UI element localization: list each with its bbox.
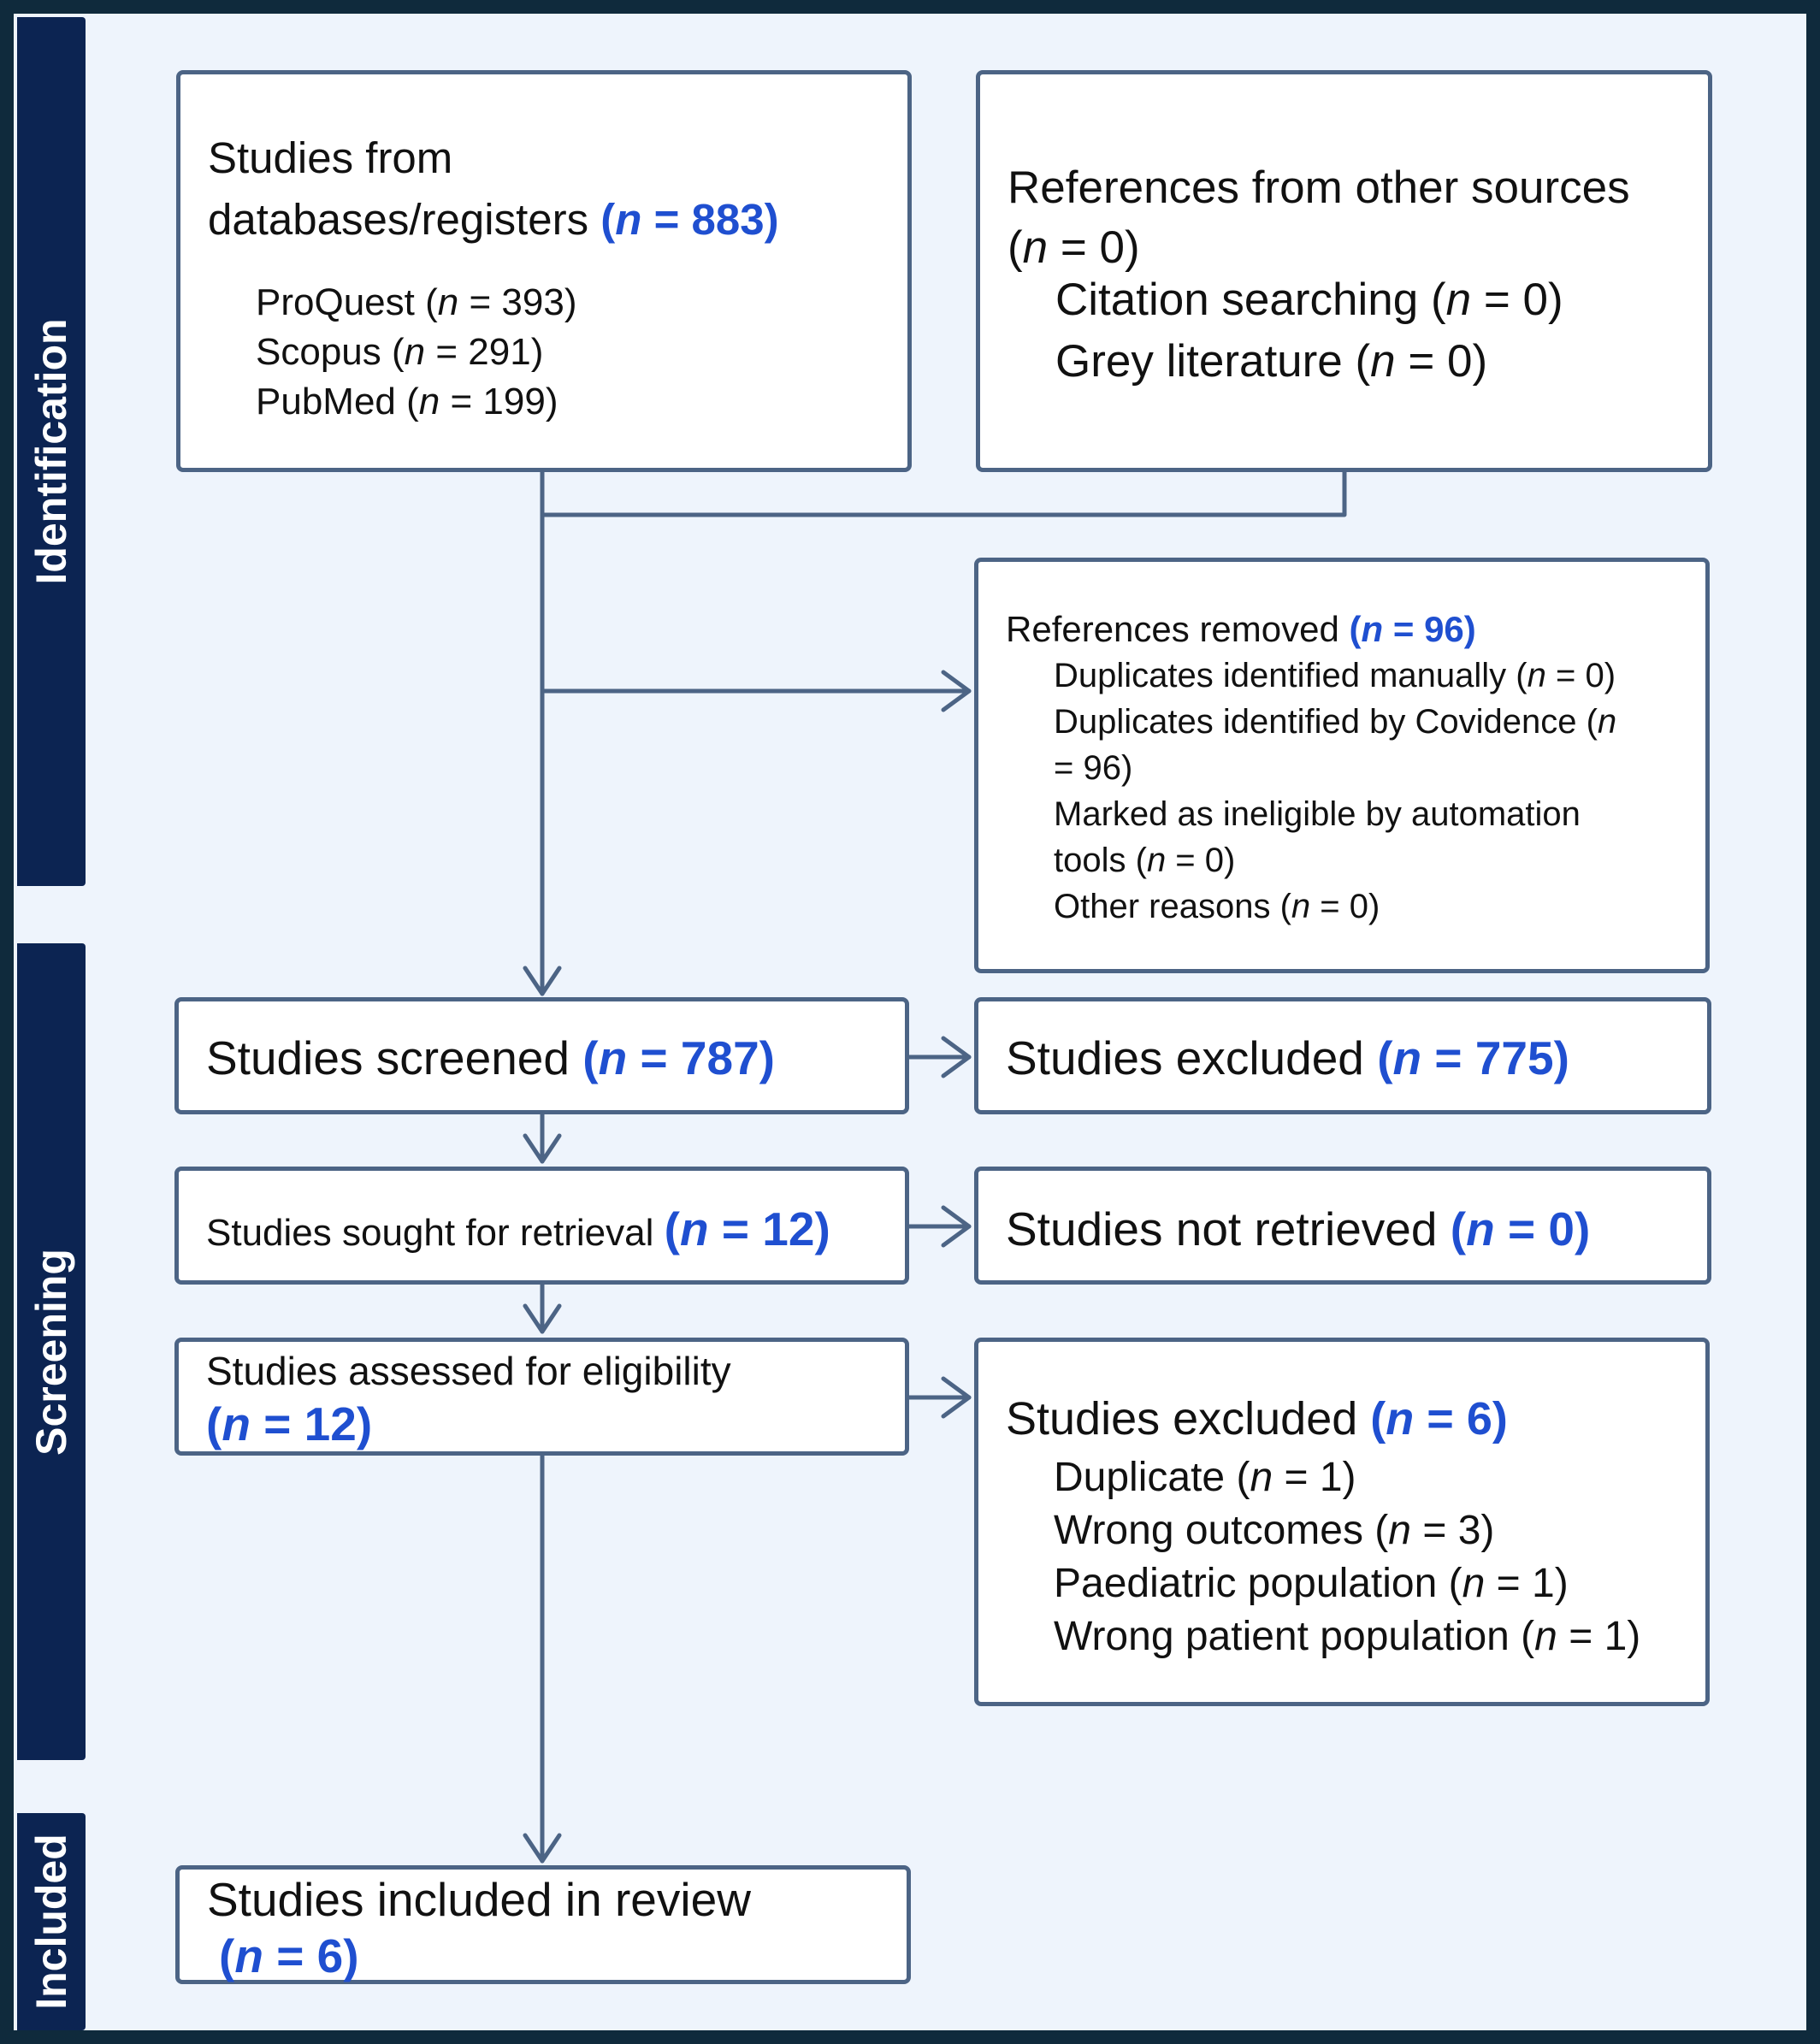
databases-title-line2: databases/registers (208, 195, 589, 244)
databases-count: 883 (691, 195, 765, 244)
excluded-screening-line: Studies excluded (n = 775) (1006, 1031, 1569, 1084)
databases-title-line1: Studies from (208, 133, 453, 182)
phase-label-identification: Identification (27, 318, 75, 585)
other-source-citation-searching: Citation searching (n = 0) (1055, 275, 1563, 325)
source-item-scopus: Scopus (n = 291) (256, 331, 544, 373)
sought-count: 12 (762, 1202, 815, 1255)
box-references-removed (974, 558, 1710, 973)
box-other-sources (976, 70, 1712, 472)
removed-item-ineligible-automation-cont: tools (n = 0) (1054, 842, 1236, 879)
other-source-grey-literature: Grey literature (n = 0) (1055, 336, 1488, 387)
excluded-screening-count: 775 (1474, 1031, 1554, 1084)
phase-label-included: Included (27, 1834, 75, 2010)
not-retrieved-line: Studies not retrieved (n = 0) (1006, 1202, 1591, 1255)
other-sources-count: 0 (1099, 222, 1126, 273)
excluded-eligibility-title-line: Studies excluded (n = 6) (1006, 1393, 1508, 1444)
box-studies-included (175, 1865, 911, 1984)
box-studies-excluded-eligibility (974, 1338, 1710, 1706)
removed-count: 96 (1424, 609, 1464, 649)
included-count-line: (n = 6) (219, 1929, 359, 1982)
removed-item-duplicates-manual: Duplicates identified manually (n = 0) (1054, 657, 1616, 694)
removed-item-duplicates-covidence-count: = 96) (1054, 749, 1133, 787)
assessed-count: 12 (304, 1397, 357, 1450)
assessed-label: Studies assessed for eligibility (206, 1349, 731, 1393)
box-studies-sought (174, 1167, 909, 1285)
sought-line: Studies sought for retrieval (n = 12) (206, 1202, 830, 1255)
exclusion-reason-wrong-outcomes: Wrong outcomes (n = 3) (1054, 1508, 1495, 1553)
box-studies-excluded-screening (974, 997, 1711, 1114)
removed-title-line: References removed (n = 96) (1006, 609, 1476, 649)
removed-item-duplicates-covidence: Duplicates identified by Covidence (n (1054, 703, 1617, 741)
assessed-count-line: (n = 12) (206, 1397, 373, 1450)
included-label: Studies included in review (207, 1873, 751, 1926)
source-item-proquest: ProQuest (n = 393) (256, 281, 577, 323)
box-studies-not-retrieved (974, 1167, 1711, 1285)
screened-line: Studies screened (n = 787) (206, 1031, 775, 1084)
exclusion-reason-wrong-patient-population: Wrong patient population (n = 1) (1054, 1614, 1641, 1659)
connector-other-sources-join (542, 472, 1344, 515)
source-item-pubmed: PubMed (n = 199) (256, 381, 558, 422)
removed-item-other-reasons: Other reasons (n = 0) (1054, 888, 1380, 925)
exclusion-reason-paediatric: Paediatric population (n = 1) (1054, 1561, 1569, 1606)
box-studies-assessed (174, 1338, 909, 1456)
other-sources-title: References from other sources (1008, 162, 1630, 213)
exclusion-reason-duplicate: Duplicate (n = 1) (1054, 1455, 1356, 1500)
included-count: 6 (316, 1929, 344, 1982)
phase-label-screening: Screening (27, 1248, 75, 1456)
removed-item-ineligible-automation: Marked as ineligible by automation (1054, 795, 1581, 833)
screened-count: 787 (680, 1031, 759, 1084)
box-studies-screened (174, 997, 909, 1114)
box-databases-registers: Studies from databases/registers (n = 883) ProQuest (n = 393) Scopus (n = 291) PubMed (n = 199) (176, 70, 912, 472)
excluded-eligibility-count: 6 (1466, 1393, 1492, 1444)
not-retrieved-count: 0 (1548, 1202, 1575, 1255)
other-sources-count-line: (n = 0) (1008, 222, 1140, 273)
